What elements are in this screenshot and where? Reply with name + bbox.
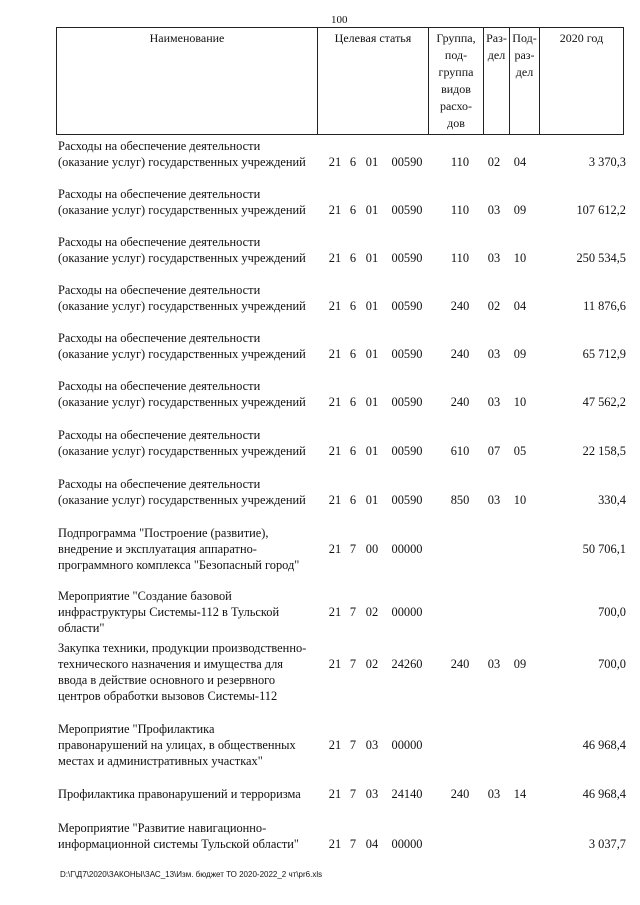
target-code-program: 21 bbox=[328, 203, 342, 217]
row-name-line: (оказание услуг) государственных учреждений bbox=[58, 155, 306, 169]
target-code-direction: 00000 bbox=[391, 738, 423, 752]
target-code-program: 21 bbox=[328, 444, 342, 458]
table-header bbox=[56, 27, 624, 135]
subsection-code: 04 bbox=[513, 299, 527, 313]
header-name: Наименование bbox=[57, 28, 318, 135]
amount-2020: 3 370,3 bbox=[588, 155, 626, 169]
target-code-event: 01 bbox=[365, 155, 379, 169]
target-code-direction: 00000 bbox=[391, 542, 423, 556]
row-name-line: технического назначения и имущества для bbox=[58, 657, 283, 671]
row-name-line: Расходы на обеспечение деятельности bbox=[58, 187, 261, 201]
row-name-line: Мероприятие "Профилактика bbox=[58, 722, 215, 736]
row-name-line: (оказание услуг) государственных учреждений bbox=[58, 395, 306, 409]
target-code-program: 21 bbox=[328, 738, 342, 752]
amount-2020: 46 968,4 bbox=[582, 787, 626, 801]
subsection-code: 09 bbox=[513, 347, 527, 361]
row-name bbox=[58, 476, 320, 508]
row-name-line: (оказание услуг) государственных учреждений bbox=[58, 299, 306, 313]
amount-2020: 330,4 bbox=[598, 493, 626, 507]
row-name-line: (оказание услуг) государственных учреждений bbox=[58, 444, 306, 458]
row-name-line: (оказание услуг) государственных учреждений bbox=[58, 493, 306, 507]
target-code-program: 21 bbox=[328, 787, 342, 801]
section-code: 03 bbox=[487, 347, 501, 361]
target-code-direction: 00590 bbox=[391, 251, 423, 265]
target-code-subprogram: 7 bbox=[349, 657, 357, 671]
amount-2020: 107 612,2 bbox=[576, 203, 626, 217]
header-subsection: Под- раз- дел bbox=[510, 28, 540, 135]
expense-group: 240 bbox=[450, 347, 470, 361]
section-code: 03 bbox=[487, 657, 501, 671]
section-code: 03 bbox=[487, 395, 501, 409]
target-code-event: 03 bbox=[365, 738, 379, 752]
table-row bbox=[58, 476, 626, 508]
target-code-subprogram: 6 bbox=[349, 493, 357, 507]
target-code-program: 21 bbox=[328, 493, 342, 507]
target-code-direction: 24140 bbox=[391, 787, 423, 801]
row-name-line: Мероприятие "Развитие навигационно- bbox=[58, 821, 267, 835]
target-code-subprogram: 7 bbox=[349, 787, 357, 801]
expense-group: 110 bbox=[450, 203, 470, 217]
target-code-event: 01 bbox=[365, 251, 379, 265]
row-name-line: программного комплекса "Безопасный город" bbox=[58, 558, 300, 572]
table-row bbox=[58, 640, 626, 704]
target-code-subprogram: 6 bbox=[349, 395, 357, 409]
row-name-line: Расходы на обеспечение деятельности bbox=[58, 331, 261, 345]
table-row bbox=[58, 378, 626, 410]
expense-group: 110 bbox=[450, 155, 470, 169]
amount-2020: 22 158,5 bbox=[582, 444, 626, 458]
row-name-line: информационной системы Тульской области" bbox=[58, 837, 299, 851]
row-name-line: Расходы на обеспечение деятельности bbox=[58, 428, 261, 442]
table-row bbox=[58, 588, 626, 636]
target-code-subprogram: 6 bbox=[349, 299, 357, 313]
table-row bbox=[58, 721, 626, 769]
row-name bbox=[58, 282, 320, 314]
row-name bbox=[58, 427, 320, 459]
row-name-line: (оказание услуг) государственных учреждений bbox=[58, 203, 306, 217]
subsection-code: 14 bbox=[513, 787, 527, 801]
subsection-code: 10 bbox=[513, 493, 527, 507]
subsection-code: 09 bbox=[513, 203, 527, 217]
subsection-code: 05 bbox=[513, 444, 527, 458]
row-name-line: внедрение и эксплуатация аппаратно- bbox=[58, 542, 257, 556]
row-name bbox=[58, 786, 320, 802]
target-code-program: 21 bbox=[328, 299, 342, 313]
target-code-event: 00 bbox=[365, 542, 379, 556]
target-code-program: 21 bbox=[328, 837, 342, 851]
table-row bbox=[58, 186, 626, 218]
row-name-line: Подпрограмма "Построение (развитие), bbox=[58, 526, 269, 540]
expense-group: 240 bbox=[450, 787, 470, 801]
subsection-code: 04 bbox=[513, 155, 527, 169]
target-code-subprogram: 7 bbox=[349, 542, 357, 556]
section-code: 03 bbox=[487, 493, 501, 507]
row-name-line: местах и административных участках" bbox=[58, 754, 263, 768]
target-code-direction: 24260 bbox=[391, 657, 423, 671]
target-code-direction: 00000 bbox=[391, 605, 423, 619]
row-name bbox=[58, 640, 320, 704]
row-name-line: области" bbox=[58, 621, 105, 635]
amount-2020: 3 037,7 bbox=[588, 837, 626, 851]
table-row bbox=[58, 330, 626, 362]
target-code-direction: 00590 bbox=[391, 155, 423, 169]
target-code-program: 21 bbox=[328, 542, 342, 556]
target-code-direction: 00000 bbox=[391, 837, 423, 851]
target-code-event: 04 bbox=[365, 837, 379, 851]
expense-group: 610 bbox=[450, 444, 470, 458]
section-code: 03 bbox=[487, 203, 501, 217]
row-name-line: Расходы на обеспечение деятельности bbox=[58, 379, 261, 393]
table-row bbox=[58, 234, 626, 266]
expense-group: 240 bbox=[450, 395, 470, 409]
row-name bbox=[58, 186, 320, 218]
table-row bbox=[58, 820, 626, 852]
row-name bbox=[58, 525, 320, 573]
target-code-event: 02 bbox=[365, 605, 379, 619]
target-code-program: 21 bbox=[328, 155, 342, 169]
row-name-line: Расходы на обеспечение деятельности bbox=[58, 283, 261, 297]
subsection-code: 10 bbox=[513, 395, 527, 409]
section-code: 03 bbox=[487, 787, 501, 801]
section-code: 03 bbox=[487, 251, 501, 265]
target-code-program: 21 bbox=[328, 657, 342, 671]
target-code-program: 21 bbox=[328, 347, 342, 361]
header-target: Целевая статья bbox=[318, 28, 429, 135]
target-code-subprogram: 7 bbox=[349, 605, 357, 619]
file-path-footer: D:\Г\Д7\2020\ЗАКОНЫ\ЗАС_13\Изм. бюджет ТО 2020-2022_2 чт\pr6.xls bbox=[60, 870, 323, 879]
row-name-line: (оказание услуг) государственных учреждений bbox=[58, 347, 306, 361]
target-code-subprogram: 6 bbox=[349, 203, 357, 217]
target-code-event: 01 bbox=[365, 299, 379, 313]
page-number: 100 bbox=[331, 14, 348, 26]
target-code-event: 01 bbox=[365, 444, 379, 458]
amount-2020: 250 534,5 bbox=[576, 251, 626, 265]
header-group: Группа, под- группа видов расхо- дов bbox=[429, 28, 484, 135]
amount-2020: 11 876,6 bbox=[583, 299, 626, 313]
target-code-direction: 00590 bbox=[391, 395, 423, 409]
expense-group: 110 bbox=[450, 251, 470, 265]
target-code-subprogram: 6 bbox=[349, 444, 357, 458]
row-name bbox=[58, 588, 320, 636]
row-name-line: Профилактика правонарушений и терроризма bbox=[58, 787, 301, 801]
target-code-event: 01 bbox=[365, 493, 379, 507]
amount-2020: 700,0 bbox=[598, 605, 626, 619]
section-code: 02 bbox=[487, 299, 501, 313]
target-code-event: 01 bbox=[365, 395, 379, 409]
row-name bbox=[58, 721, 320, 769]
row-name-line: Расходы на обеспечение деятельности bbox=[58, 235, 261, 249]
section-code: 07 bbox=[487, 444, 501, 458]
row-name-line: Мероприятие "Создание базовой bbox=[58, 589, 232, 603]
target-code-program: 21 bbox=[328, 251, 342, 265]
target-code-program: 21 bbox=[328, 605, 342, 619]
amount-2020: 700,0 bbox=[598, 657, 626, 671]
table-row bbox=[58, 138, 626, 170]
amount-2020: 50 706,1 bbox=[582, 542, 626, 556]
row-name-line: ввода в действие основного и резервного bbox=[58, 673, 276, 687]
amount-2020: 47 562,2 bbox=[582, 395, 626, 409]
header-year: 2020 год bbox=[540, 28, 624, 135]
target-code-direction: 00590 bbox=[391, 347, 423, 361]
target-code-subprogram: 6 bbox=[349, 251, 357, 265]
header-section: Раз- дел bbox=[484, 28, 510, 135]
amount-2020: 65 712,9 bbox=[582, 347, 626, 361]
target-code-event: 01 bbox=[365, 347, 379, 361]
target-code-direction: 00590 bbox=[391, 444, 423, 458]
target-code-event: 03 bbox=[365, 787, 379, 801]
target-code-subprogram: 7 bbox=[349, 738, 357, 752]
row-name bbox=[58, 378, 320, 410]
target-code-program: 21 bbox=[328, 395, 342, 409]
expense-group: 850 bbox=[450, 493, 470, 507]
row-name bbox=[58, 234, 320, 266]
target-code-event: 01 bbox=[365, 203, 379, 217]
table-row bbox=[58, 786, 626, 802]
subsection-code: 10 bbox=[513, 251, 527, 265]
target-code-direction: 00590 bbox=[391, 299, 423, 313]
amount-2020: 46 968,4 bbox=[582, 738, 626, 752]
row-name-line: инфраструктуры Системы-112 в Тульской bbox=[58, 605, 280, 619]
row-name bbox=[58, 138, 320, 170]
expense-group: 240 bbox=[450, 657, 470, 671]
target-code-direction: 00590 bbox=[391, 203, 423, 217]
target-code-direction: 00590 bbox=[391, 493, 423, 507]
row-name-line: Расходы на обеспечение деятельности bbox=[58, 477, 261, 491]
row-name bbox=[58, 820, 320, 852]
expense-group: 240 bbox=[450, 299, 470, 313]
row-name-line: центров обработки вызовов Системы-112 bbox=[58, 689, 278, 703]
target-code-subprogram: 6 bbox=[349, 347, 357, 361]
table-row bbox=[58, 427, 626, 459]
target-code-subprogram: 6 bbox=[349, 155, 357, 169]
row-name-line: (оказание услуг) государственных учреждений bbox=[58, 251, 306, 265]
row-name bbox=[58, 330, 320, 362]
subsection-code: 09 bbox=[513, 657, 527, 671]
table-row bbox=[58, 525, 626, 573]
target-code-event: 02 bbox=[365, 657, 379, 671]
row-name-line: Закупка техники, продукции производственно- bbox=[58, 641, 307, 655]
row-name-line: правонарушений на улицах, в общественных bbox=[58, 738, 296, 752]
target-code-subprogram: 7 bbox=[349, 837, 357, 851]
row-name-line: Расходы на обеспечение деятельности bbox=[58, 139, 261, 153]
section-code: 02 bbox=[487, 155, 501, 169]
table-row bbox=[58, 282, 626, 314]
